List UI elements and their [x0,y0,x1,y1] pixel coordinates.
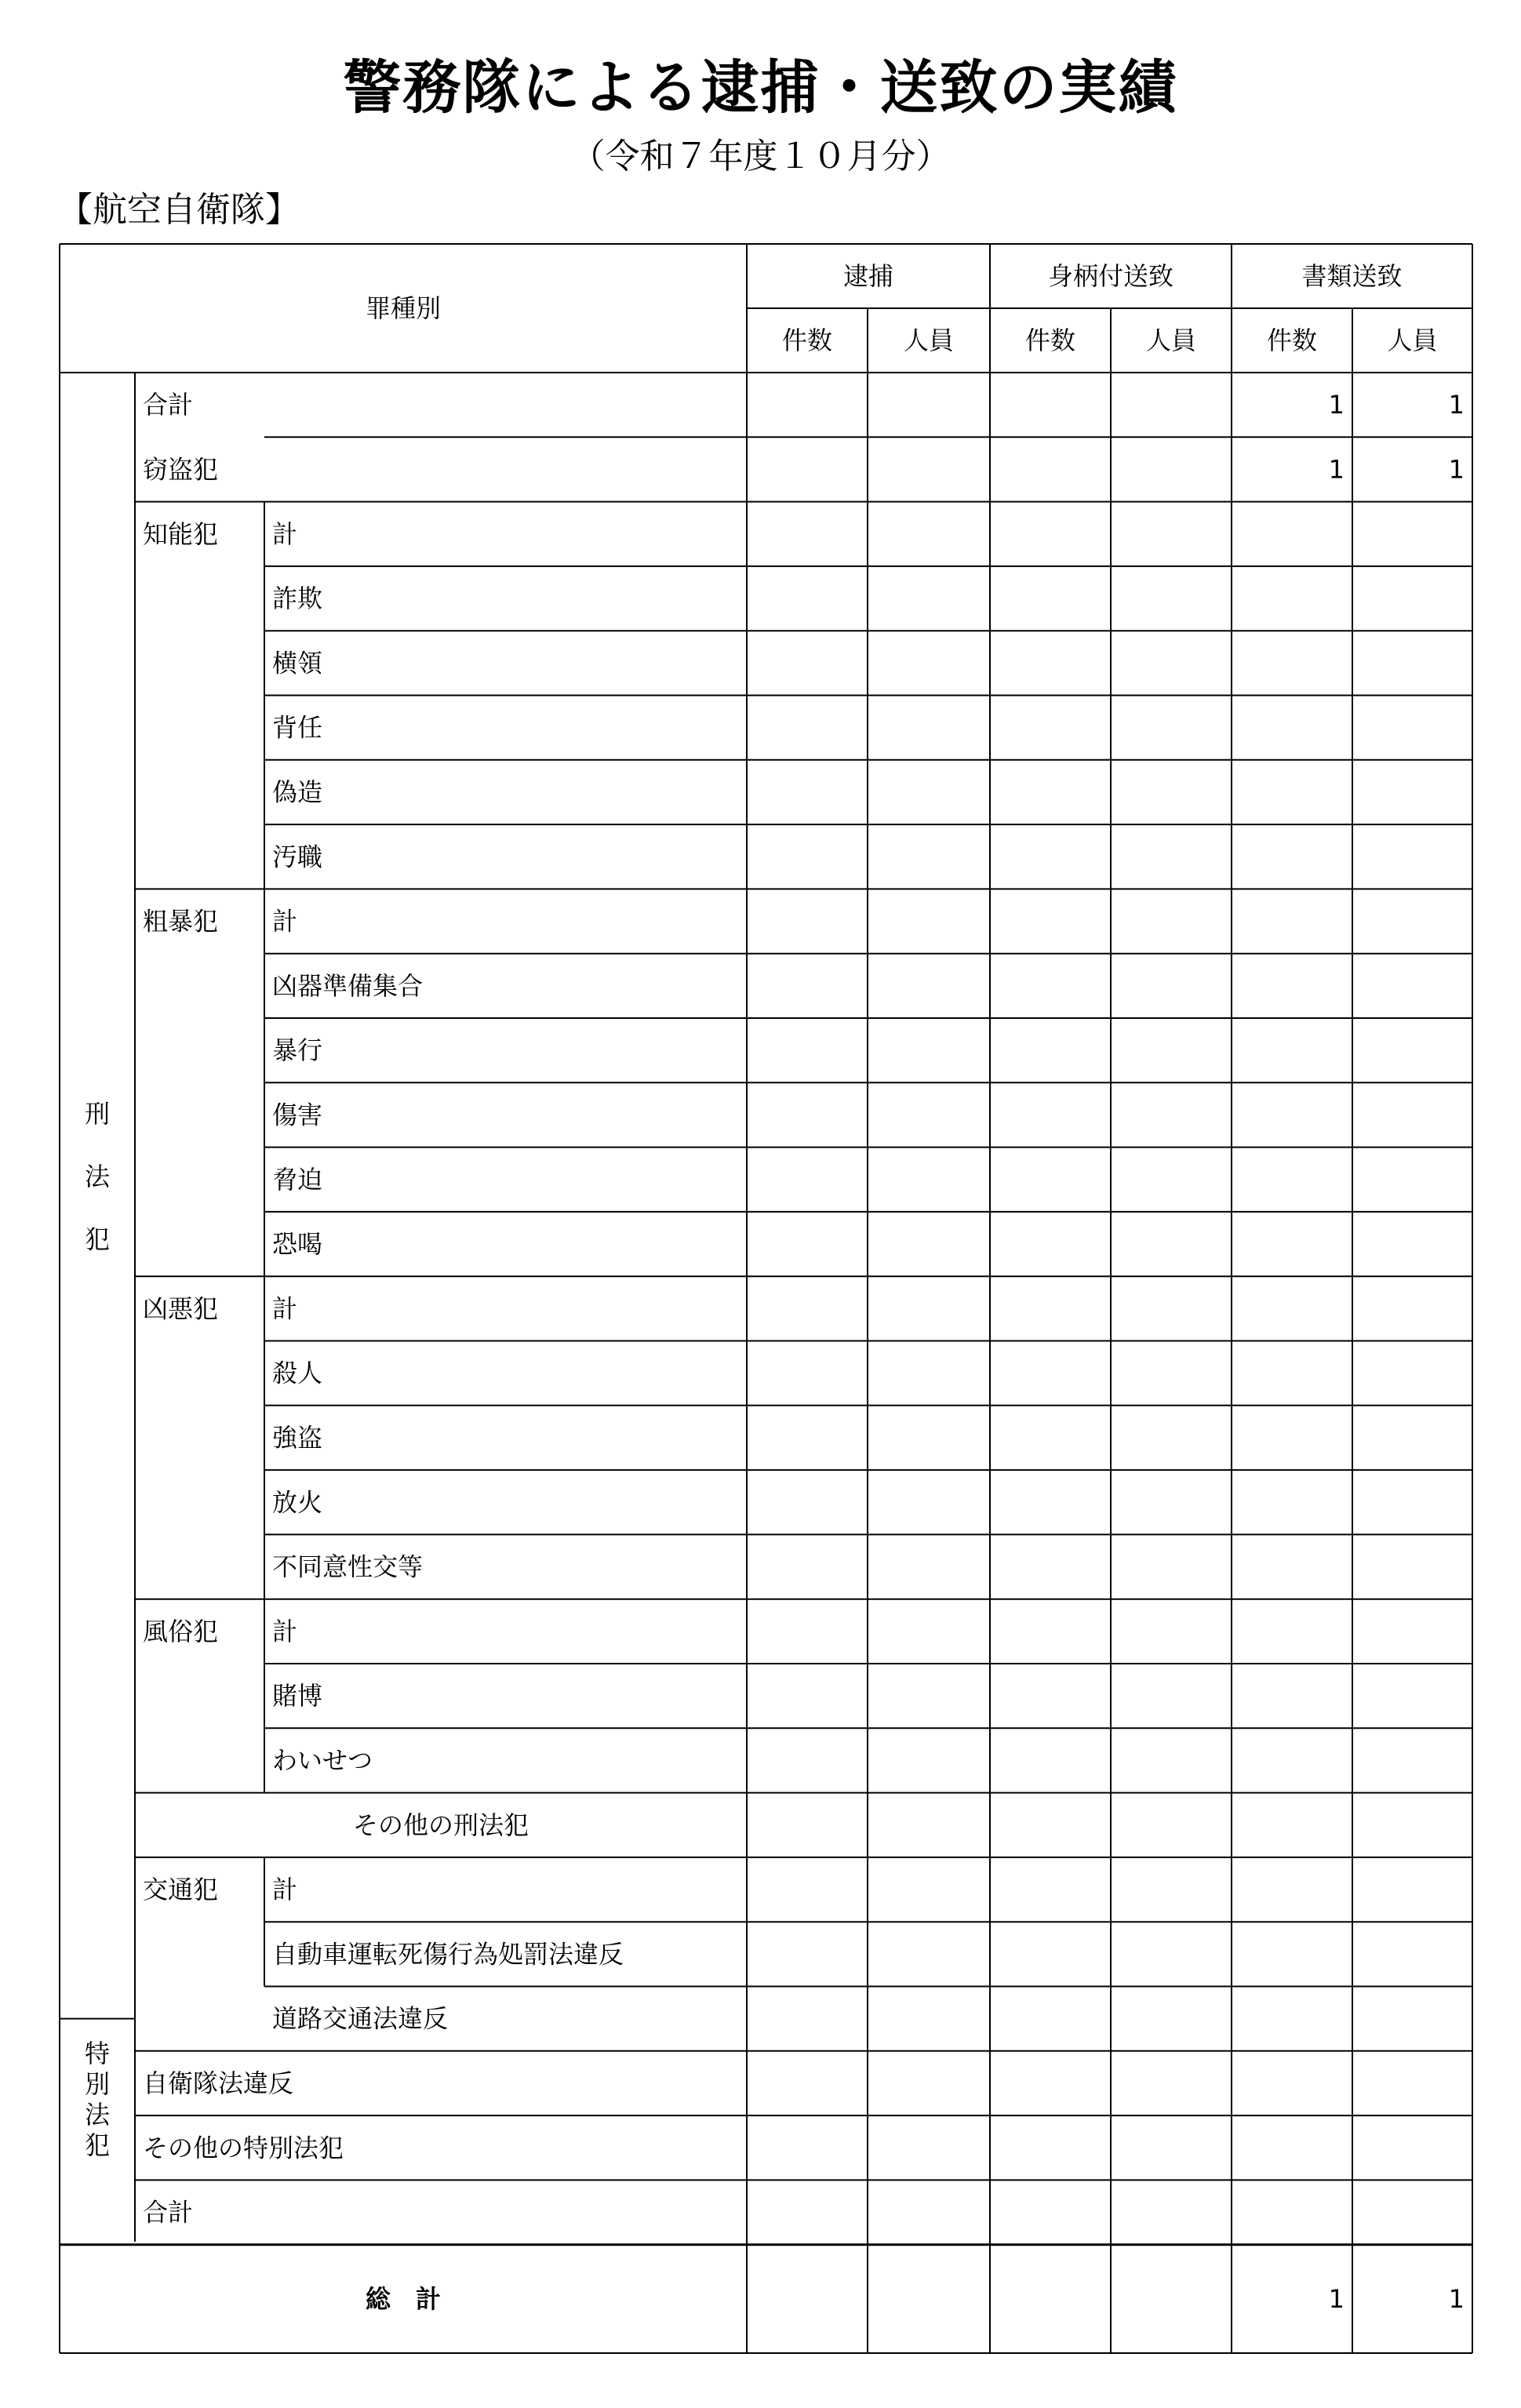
row-label: 放火 [272,1487,323,1518]
sub-header: 件数 [1266,326,1318,355]
group-header: 逮捕 [842,261,894,291]
row-label: その他の刑法犯 [352,1810,529,1840]
row-label: 傷害 [272,1100,323,1130]
row-label: 計 [272,518,298,549]
category-header: 罪種別 [365,293,442,323]
side-label: 刑 [84,1099,111,1129]
value-cell: 1 [1328,454,1345,485]
row-label: 計 [272,1293,298,1324]
group-header: 身柄付送致 [1047,261,1174,291]
side-label: 犯 [84,1224,111,1254]
row-label: 偽造 [272,777,323,807]
value-cell: 1 [1328,390,1345,420]
row-label: 知能犯 [143,518,219,549]
row-label: その他の特別法犯 [143,2133,344,2163]
row-label: 計 [272,1616,298,1646]
row-label: 脅迫 [272,1164,323,1195]
side-label: 法 [84,2100,111,2130]
row-label: 不同意性交等 [272,1551,424,1582]
value-cell: 1 [1328,2283,1345,2314]
row-label: 窃盗犯 [143,454,219,485]
section-label: 【航空自衛隊】 [58,190,300,230]
side-label: 特 [84,2039,111,2068]
row-label: 横領 [272,648,323,678]
row-label: 暴行 [272,1035,323,1066]
row-label: 風俗犯 [143,1616,219,1646]
sub-header: 人員 [1387,326,1438,355]
sub-header: 人員 [1145,326,1197,355]
row-label: 背任 [272,712,323,743]
row-label: 粗暴犯 [143,906,219,937]
value-cell: 1 [1448,2283,1465,2314]
row-label: 汚職 [272,842,323,872]
row-label: 詐欺 [272,584,323,614]
side-label: 法 [84,1162,111,1191]
grand-total-label: 総 計 [365,2283,442,2314]
group-header: 書類送致 [1301,261,1403,291]
row-label: 計 [272,906,298,937]
row-label: 合計 [143,390,194,420]
side-label: 犯 [84,2130,111,2160]
sub-header: 件数 [1024,326,1076,355]
row-label: 交通犯 [143,1875,219,1905]
row-label: 自衛隊法違反 [143,2068,294,2098]
row-label: 賭博 [272,1681,323,1711]
table-text [85,261,1465,2314]
document-subtitle: （令和７年度１０月分） [570,136,951,176]
row-label: 合計 [143,2197,194,2228]
row-label: 恐喝 [272,1229,323,1260]
sub-header: 件数 [781,326,833,355]
row-label: 凶器準備集合 [272,970,424,1001]
row-label: わいせつ [272,1745,373,1776]
row-label: 自動車運転死傷行為処罰法違反 [272,1939,624,1970]
row-label: 計 [272,1875,298,1905]
document-title: 警務隊による逮捕・送致の実績 [343,54,1178,122]
sub-header: 人員 [903,326,955,355]
side-label: 別 [84,2069,111,2099]
value-cell: 1 [1448,454,1465,485]
row-label: 殺人 [272,1358,323,1388]
value-cell: 1 [1448,390,1465,420]
row-label: 凶悪犯 [143,1293,219,1324]
row-label: 道路交通法違反 [272,2003,449,2034]
row-label: 強盗 [272,1422,323,1453]
